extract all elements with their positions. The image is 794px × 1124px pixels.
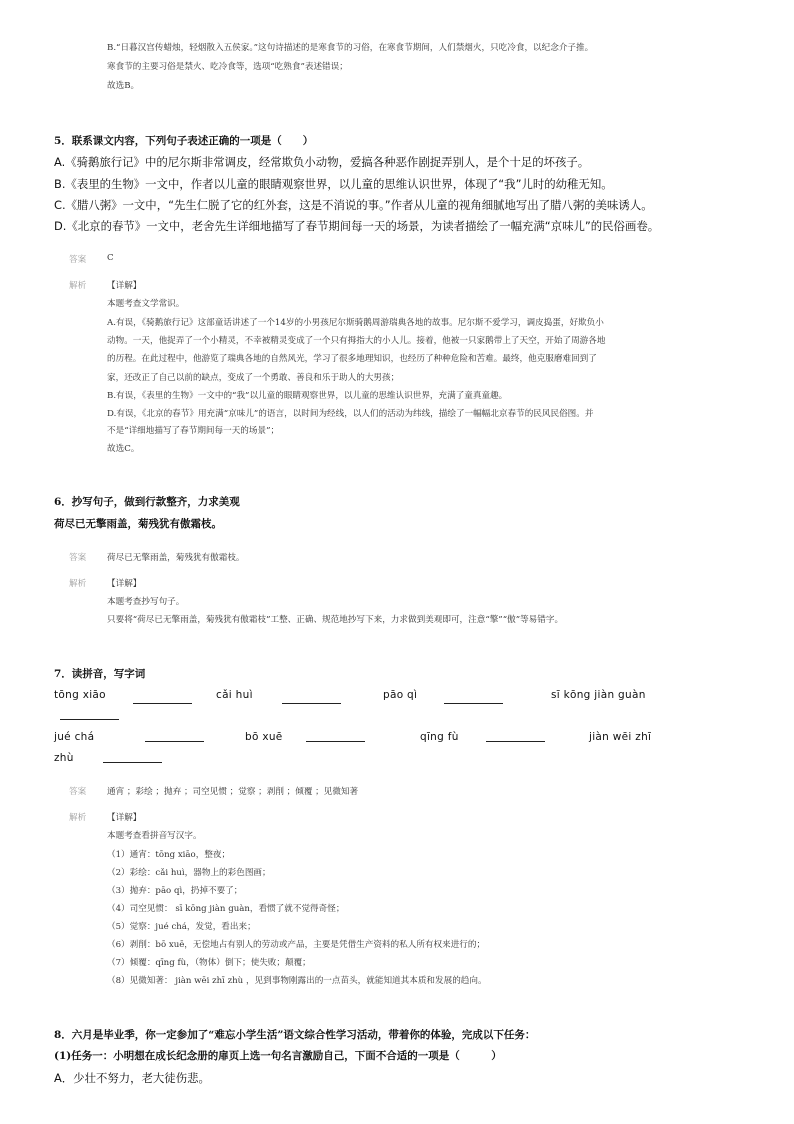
question-5-option-d: D.《北京的春节》一文中，老舍先生详细地描写了春节期间每一天的场景，为读者描绘了一幅充满“京味儿”的民俗画卷。 xyxy=(54,219,660,233)
analysis-line: B.有误，《表里的生物》一文中的“我”以儿童的眼睛观察世界，以儿童的思维认识世界，充满了童真童趣。 xyxy=(107,391,508,401)
analysis-line: （8）见微知著： jiàn wēi zhī zhù ，见到事物刚露出的一点苗头，就能知道其本质和发展的趋向。 xyxy=(107,976,487,986)
analysis-line: （5）觉察：jué chá，发觉，看出来； xyxy=(107,922,256,932)
analysis-line: （3）抛弃：pāo qì，扔掉不要了； xyxy=(107,886,243,896)
analysis-label: 解析 xyxy=(69,579,87,589)
pinyin-item: bō xuē xyxy=(245,731,283,743)
analysis-label: 解析 xyxy=(69,281,87,291)
question-6-title: 6．抄写句子，做到行款整齐，力求美观 xyxy=(54,496,240,508)
analysis-line: 【详解】 xyxy=(107,281,142,291)
analysis-line: 本题考查看拼音写汉字。 xyxy=(107,831,202,841)
analysis-line: 只要将“荷尽已无擎雨盖，菊残犹有傲霜枝”工整、正确、规范地抄写下来，力求做到美观即可，注意“擎”“傲”等易错字。 xyxy=(107,615,564,625)
answer-blank[interactable] xyxy=(444,703,503,704)
answer-label: 答案 xyxy=(69,787,87,797)
pinyin-item: sī kōng jiàn guàn xyxy=(551,689,646,701)
pinyin-item: jué chá xyxy=(54,731,95,743)
question-5-option-a: A.《骑鹅旅行记》中的尼尔斯非常调皮，经常欺负小动物，爱搞各种恶作剧捉弄别人，是个十足的坏孩子。 xyxy=(54,155,590,169)
answer-blank[interactable] xyxy=(306,741,365,742)
pinyin-item: qīng fù xyxy=(420,731,459,743)
question-6-sentence: 荷尽已无擎雨盖，菊残犹有傲霜枝。 xyxy=(54,518,222,530)
answer-blank[interactable] xyxy=(103,762,162,763)
question-5-option-b: B.《表里的生物》一文中，作者以儿童的眼睛观察世界，以儿童的思维认识世界，体现了“我”儿时的幼稚无知。 xyxy=(54,177,613,191)
pinyin-item: tōng xiāo xyxy=(54,689,106,701)
answer-blank[interactable] xyxy=(486,741,545,742)
analysis-line: 的历程。在此过程中，他游览了瑞典各地的自然风光，学习了很多地理知识，也经历了种种危险和苦难。最终，他克服磨难回到了 xyxy=(107,354,597,364)
analysis-line: 本题考查文学常识。 xyxy=(107,299,185,309)
question-6-answer: 荷尽已无擎雨盖，菊残犹有傲霜枝。 xyxy=(107,553,245,563)
analysis-line: 【详解】 xyxy=(107,813,142,823)
answer-blank[interactable] xyxy=(133,703,192,704)
explanation-line: 寒食节的主要习俗是禁火、吃冷食等，选项“吃熟食”表述错误； xyxy=(107,62,348,72)
pinyin-item: cǎi huì xyxy=(216,689,253,701)
question-5-option-c: C.《腊八粥》一文中，“先生仁脱了它的红外套，这是不消说的事。”作者从儿童的视角细腻地写出了腊八粥的美味诱人。 xyxy=(54,198,653,212)
pinyin-item: zhù xyxy=(54,752,74,764)
answer-blank[interactable] xyxy=(282,703,341,704)
question-7-title: 7．读拼音，写字词 xyxy=(54,668,146,680)
analysis-line: A.有误，《骑鹅旅行记》这部童话讲述了一个14岁的小男孩尼尔斯骑鹅周游瑞典各地的故事。尼尔斯不爱学习，调皮捣蛋，好欺负小 xyxy=(107,318,604,328)
analysis-line: （4）司空见惯： sī kōng jiàn guàn，看惯了就不觉得奇怪； xyxy=(107,904,345,914)
question-5-answer: C xyxy=(107,253,114,263)
analysis-line: 不是“详细地描写了春节期间每一天的场景”； xyxy=(107,426,280,436)
answer-blank[interactable] xyxy=(60,719,119,720)
analysis-line: （1）通宵：tōng xiāo，整夜； xyxy=(107,850,231,860)
analysis-line: （2）彩绘：cǎi huì，器物上的彩色图画； xyxy=(107,868,271,878)
answer-blank[interactable] xyxy=(145,741,204,742)
analysis-label: 解析 xyxy=(69,813,87,823)
answer-label: 答案 xyxy=(69,255,87,265)
analysis-line: （6）剥削：bō xuē，无偿地占有别人的劳动或产品，主要是凭借生产资料的私人所有权来进行的； xyxy=(107,940,486,950)
question-7-answer: 通宵 ；彩绘 ；抛弃 ；司空见惯 ；觉察 ；剥削 ；倾覆 ；见微知著 xyxy=(107,787,359,797)
analysis-line: 动物。一天，他捉弄了一个小精灵，不幸被精灵变成了一个只有拇指大的小人儿。接着，他被一只家鹅带上了天空，开始了周游各地 xyxy=(107,336,606,346)
analysis-line: 【详解】 xyxy=(107,579,142,589)
question-8-title: 8．六月是毕业季，你一定参加了“难忘小学生活”语文综合性学习活动，带着你的体验，完成以下任务： xyxy=(54,1029,536,1041)
question-5-title: 5．联系课文内容，下列句子表述正确的一项是（ ） xyxy=(54,135,314,147)
analysis-line: 本题考查抄写句子。 xyxy=(107,597,185,607)
answer-label: 答案 xyxy=(69,553,87,563)
question-8-option-a: A．少壮不努力，老大徒伤悲。 xyxy=(54,1071,210,1085)
explanation-line: B.“日暮汉宫传蜡烛，轻烟散入五侯家。”这句诗描述的是寒食节的习俗，在寒食节期间，人们禁烟火，只吃冷食，以纪念介子推。 xyxy=(107,43,594,53)
pinyin-item: pāo qì xyxy=(383,689,418,701)
analysis-line: （7）倾覆：qīng fù，（物体）倒下；使失败；颠覆； xyxy=(107,958,311,968)
analysis-line: D.有误，《北京的春节》用充满“京味儿”的语言，以时间为经线，以人们的活动为纬线，描绘了一幅幅北京春节的民风民俗图。并 xyxy=(107,409,594,419)
analysis-line: 家，还改正了自己以前的缺点，变成了一个勇敢、善良和乐于助人的大男孩； xyxy=(107,373,400,383)
explanation-line: 故选B。 xyxy=(107,81,140,91)
analysis-line: 故选C。 xyxy=(107,444,140,454)
pinyin-item: jiàn wēi zhī xyxy=(589,731,652,743)
question-8-task-1: (1)任务一：小明想在成长纪念册的扉页上选一句名言激励自己，下面不合适的一项是（ ） xyxy=(54,1050,502,1062)
